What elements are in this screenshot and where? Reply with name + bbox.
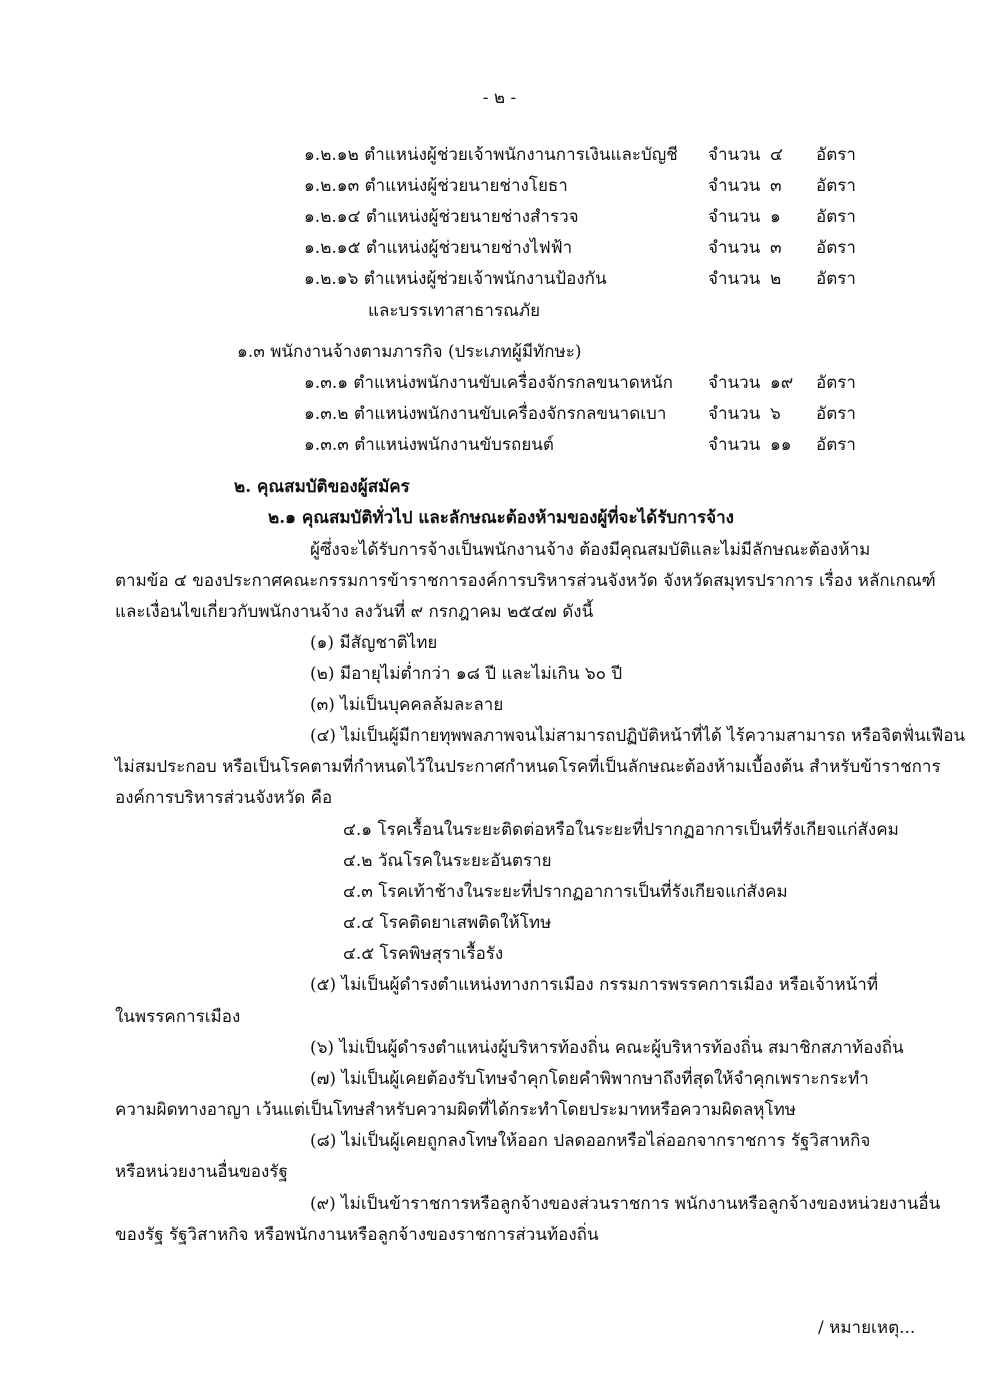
section-heading: ๑.๓ พนักงานจ้างตามภารกิจ (ประเภทผู้มีทักษะ): [237, 342, 582, 362]
paragraph-line: ความผิดทางอาญา เว้นแต่เป็นโทษสำหรับความผิดที่ได้กระทำโดยประมาทหรือความผิดลหุโทษ: [115, 1100, 797, 1120]
position-label: ๑.๒.๑๓ ตำแหน่งผู้ช่วยนายช่างโยธา: [304, 176, 568, 196]
count: ๓: [770, 238, 782, 258]
paragraph-line: ของรัฐ รัฐวิสาหกิจ หรือพนักงานหรือลูกจ้างของราชการส่วนท้องถิ่น: [115, 1225, 599, 1245]
position-quantity: [708, 140, 856, 170]
position-label: ๑.๒.๑๒ ตำแหน่งผู้ช่วยเจ้าพนักงานการเงินและบัญชี: [304, 145, 678, 165]
rate-word: อัตรา: [816, 269, 856, 289]
rate-word: อัตรา: [816, 238, 856, 258]
position-quantity: [708, 368, 856, 398]
unit-word: จำนวน: [708, 435, 761, 455]
list-item: (๖) ไม่เป็นผู้ดำรงตำแหน่งผู้บริหารท้องถิ่น คณะผู้บริหารท้องถิ่น สมาชิกสภาท้องถิ่น: [310, 1038, 904, 1058]
unit-word: จำนวน: [708, 176, 761, 196]
position-label: ๑.๓.๑ ตำแหน่งพนักงานขับเครื่องจักรกลขนาดหนัก: [304, 373, 673, 393]
list-item: (๒) มีอายุไม่ต่ำกว่า ๑๘ ปี และไม่เกิน ๖๐ ปี: [310, 664, 623, 684]
unit-word: จำนวน: [708, 404, 761, 424]
position-quantity: [708, 171, 856, 201]
count: ๓: [770, 176, 782, 196]
position-label: ๑.๓.๓ ตำแหน่งพนักงานขับรถยนต์: [304, 435, 554, 455]
count: ๖: [770, 404, 781, 424]
position-quantity: [708, 430, 856, 460]
disease-item: ๔.๒ วัณโรคในระยะอันตราย: [343, 851, 552, 871]
position-label: ๑.๓.๒ ตำแหน่งพนักงานขับเครื่องจักรกลขนาดเบา: [304, 404, 667, 424]
list-item: (๙) ไม่เป็นข้าราชการหรือลูกจ้างของส่วนราชการ พนักงานหรือลูกจ้างของหน่วยงานอื่น: [310, 1194, 941, 1214]
rate-word: อัตรา: [816, 404, 856, 424]
paragraph-line: ผู้ซึ่งจะได้รับการจ้างเป็นพนักงานจ้าง ต้องมีคุณสมบัติและไม่มีลักษณะต้องห้าม: [310, 540, 871, 560]
position-label: ๑.๒.๑๕ ตำแหน่งผู้ช่วยนายช่างไฟฟ้า: [304, 238, 573, 258]
rate-word: อัตรา: [816, 207, 856, 227]
page-number: - ๒ -: [482, 88, 517, 108]
list-item: (๑) มีสัญชาติไทย: [310, 633, 438, 653]
unit-word: จำนวน: [708, 373, 761, 393]
disease-item: ๔.๕ โรคพิษสุราเรื้อรัง: [343, 944, 504, 964]
count: ๑๑: [770, 435, 792, 455]
rate-word: อัตรา: [816, 373, 856, 393]
count: ๒: [770, 269, 782, 289]
unit-word: จำนวน: [708, 269, 761, 289]
list-item: (๘) ไม่เป็นผู้เคยถูกลงโทษให้ออก ปลดออกหรือไล่ออกจากราชการ รัฐวิสาหกิจ: [310, 1131, 871, 1151]
disease-item: ๔.๑ โรคเรื้อนในระยะติดต่อหรือในระยะที่ปรากฏอาการเป็นที่รังเกียจแก่สังคม: [343, 820, 899, 840]
count: ๑: [770, 207, 781, 227]
rate-word: อัตรา: [816, 435, 856, 455]
count: ๑๙: [770, 373, 794, 393]
rate-word: อัตรา: [816, 145, 856, 165]
paragraph-line: และเงื่อนไขเกี่ยวกับพนักงานจ้าง ลงวันที่ ๙ กรกฎาคม ๒๕๔๗ ดังนี้: [115, 602, 594, 622]
disease-item: ๔.๓ โรคเท้าช้างในระยะที่ปรากฏอาการเป็นที่รังเกียจแก่สังคม: [343, 882, 788, 902]
rate-word: อัตรา: [816, 176, 856, 196]
position-quantity: [708, 202, 856, 232]
paragraph-line: ตามข้อ ๔ ของประกาศคณะกรรมการข้าราชการองค์การบริหารส่วนจังหวัด จังหวัดสมุทรปราการ เรื่อง หลักเกณฑ์: [115, 571, 936, 591]
unit-word: จำนวน: [708, 207, 761, 227]
count: ๔: [770, 145, 783, 165]
position-quantity: [708, 233, 856, 263]
list-item: (๗) ไม่เป็นผู้เคยต้องรับโทษจำคุกโดยคำพิพากษาถึงที่สุดให้จำคุกเพราะกระทำ: [310, 1069, 869, 1089]
position-label: ๑.๒.๑๖ ตำแหน่งผู้ช่วยเจ้าพนักงานป้องกัน: [304, 269, 607, 289]
subsection-heading: ๒.๑ คุณสมบัติทั่วไป และลักษณะต้องห้ามของผู้ที่จะได้รับการจ้าง: [268, 508, 734, 528]
position-quantity: [708, 264, 856, 294]
continuation-note: / หมายเหตุ...: [818, 1318, 916, 1338]
paragraph-line: หรือหน่วยงานอื่นของรัฐ: [115, 1162, 288, 1182]
list-item: (๓) ไม่เป็นบุคคลล้มละลาย: [310, 695, 504, 715]
paragraph-line: ในพรรคการเมือง: [115, 1007, 241, 1027]
position-label: ๑.๒.๑๔ ตำแหน่งผู้ช่วยนายช่างสำรวจ: [304, 207, 579, 227]
position-label-continuation: และบรรเทาสาธารณภัย: [368, 301, 541, 321]
section-heading: ๒. คุณสมบัติของผู้สมัคร: [234, 477, 410, 497]
unit-word: จำนวน: [708, 238, 761, 258]
position-quantity: [708, 399, 856, 429]
unit-word: จำนวน: [708, 145, 761, 165]
list-item: (๔) ไม่เป็นผู้มีกายทุพพลภาพจนไม่สามารถปฏิบัติหน้าที่ได้ ไร้ความสามารถ หรือจิตฟั่นเฟือน: [310, 726, 965, 746]
paragraph-line: องค์การบริหารส่วนจังหวัด คือ: [115, 788, 333, 808]
disease-item: ๔.๔ โรคติดยาเสพติดให้โทษ: [343, 913, 552, 933]
list-item: (๕) ไม่เป็นผู้ดำรงตำแหน่งทางการเมือง กรรมการพรรคการเมือง หรือเจ้าหน้าที่: [310, 975, 879, 995]
paragraph-line: ไม่สมประกอบ หรือเป็นโรคตามที่กำหนดไว้ในประกาศกำหนดโรคที่เป็นลักษณะต้องห้ามเบื้องต้น สำหรับข้าราชการ: [115, 757, 941, 777]
